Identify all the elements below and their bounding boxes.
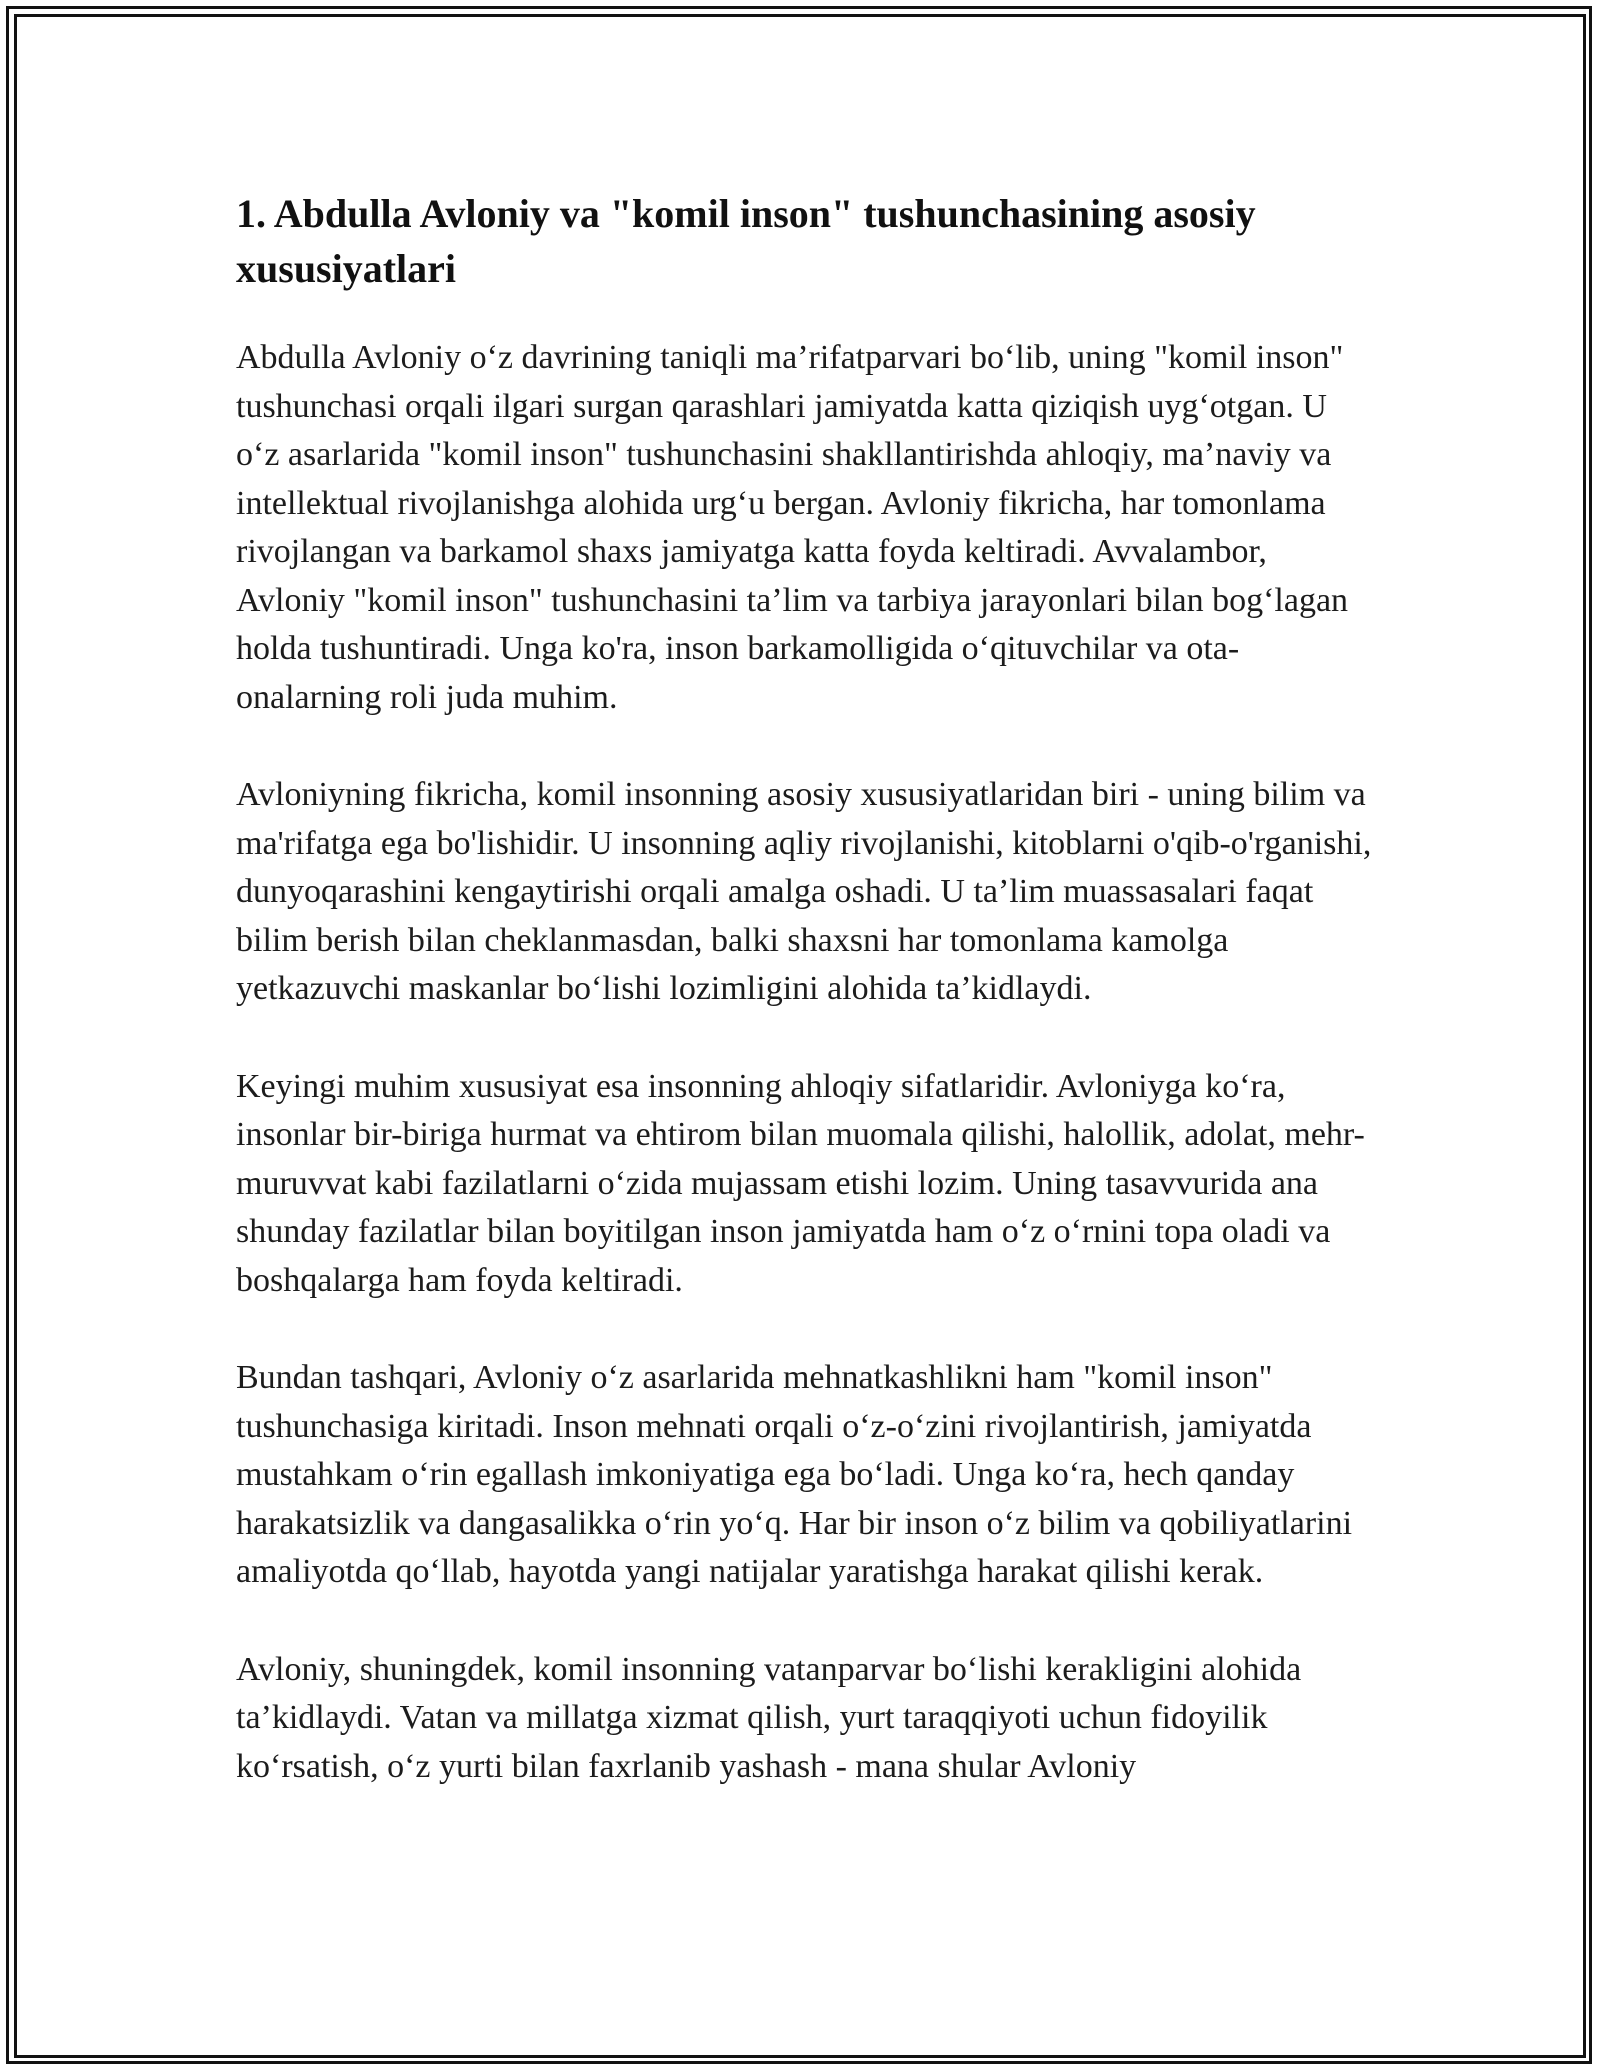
document-body	[236, 186, 1376, 1840]
paragraph-5: Avloniy, shuningdek, komil insonning vatanparvar bo‘lishi kerakligini alohida ta’kidlaydi. Vatan va millatga xizmat qilish, yurt taraqqiyoti uchun fidoyilik ko‘rsatish, o‘z yurti bilan faxrlanib yashash - mana shular Avloniy	[236, 1650, 1302, 1785]
section-heading: 1. Abdulla Avloniy va "komil inson" tushunchasining asosiy xususiyatlari	[236, 191, 1256, 291]
paragraph-4: Bundan tashqari, Avloniy o‘z asarlarida mehnatkashlikni ham "komil inson" tushunchasiga kiritadi. Inson mehnati orqali o‘z-o‘zini rivojlantirish, jamiyatda mustahkam o‘rin egallash imkoniyatiga ega bo‘ladi. Unga ko‘ra, hech qanday harakatsizlik va dangasalikka o‘rin yo‘q. Har bir inson o‘z bilim va qobiliyatlarini amaliyotda qo‘llab, hayotda yangi natijalar yaratishga harakat qilishi kerak.	[236, 1359, 1353, 1590]
paragraph-2: Avloniyning fikricha, komil insonning asosiy xususiyatlaridan biri - uning bilim va ma'rifatga ega bo'lishidir. U insonning aqliy rivojlanishi, kitoblarni o'qib-o'rganishi, dunyoqarashini kengaytirishi orqali amalga oshadi. U ta’lim muassasalari faqat bilim berish bilan cheklanmasdan, balki shaxsni har tomonlama kamolga yetkazuvchi maskanlar bo‘lishi lozimligini alohida ta’kidlaydi.	[236, 776, 1372, 1007]
paragraph-3: Keyingi muhim xususiyat esa insonning ahloqiy sifatlaridir. Avloniyga ko‘ra, insonlar bir-biriga hurmat va ehtirom bilan muomala qilishi, halollik, adolat, mehr-muruvvat kabi fazilatlarni o‘zida mujassam etishi lozim. Uning tasavvurida ana shunday fazilatlar bilan boyitilgan inson jamiyatda ham o‘z o‘rnini topa oladi va boshqalarga ham foyda keltiradi.	[236, 1067, 1365, 1299]
paragraph-1: Abdulla Avloniy o‘z davrining taniqli ma’rifatparvari bo‘lib, uning "komil inson" tushunchasi orqali ilgari surgan qarashlari jamiyatda katta qiziqish uyg‘otgan. U o‘z asarlarida "komil inson" tushunchasini shakllantirishda ahloqiy, ma’naviy va intellektual rivojlanishga alohida urg‘u bergan. Avloniy fikricha, har tomonlama rivojlangan va barkamol shaxs jamiyatga katta foyda keltiradi. Avvalambor, Avloniy "komil inson" tushunchasini ta’lim va tarbiya jarayonlari bilan bog‘lagan holda tushuntiradi. Unga ko'ra, inson barkamolligida o‘qituvchilar va ota-onalarning roli juda muhim.	[236, 339, 1349, 716]
